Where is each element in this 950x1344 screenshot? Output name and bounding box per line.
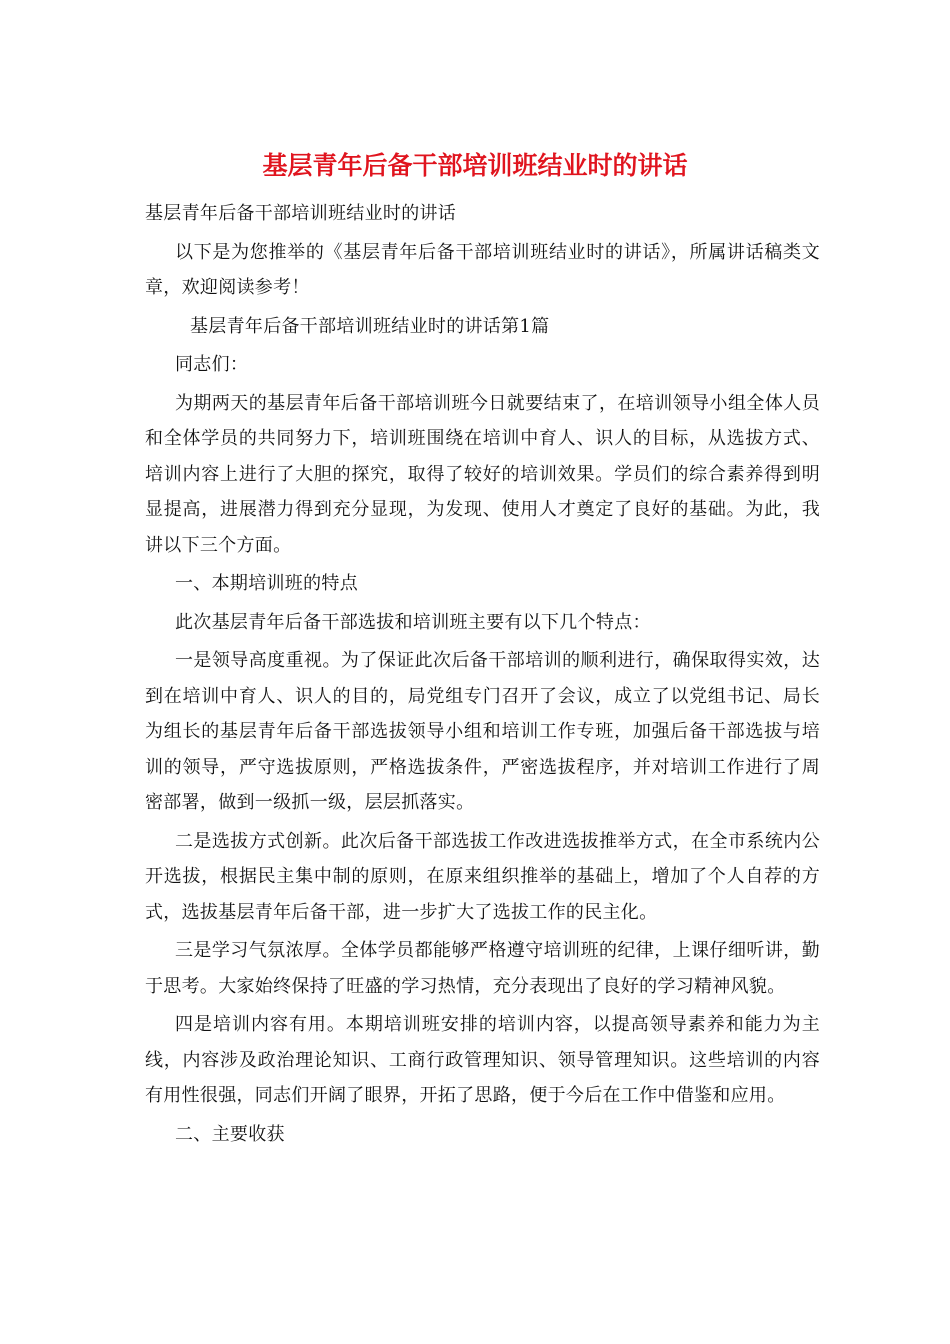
- heading-two: 二、主要收获: [175, 1123, 285, 1145]
- heading-one: 一、本期培训班的特点: [175, 573, 358, 594]
- paragraph: 一是领导高度重视。为了保证此次后备干部培训的顺利进行，确保取得实效，达到在培训中育人、识人的目的，局党组专门召开了会议，成立了以党组书记、局长为组长的基层青年后备干部选拔领导小组和培训工作专班，加强后备干部选拔与培训的领导，严守选拔原则，严格选拔条件，严密选拔程序，并对培训工作进行了周密部署，做到一级抓一级，层层抓落实。: [145, 650, 820, 813]
- paragraph: 三是学习气氛浓厚。全体学员都能够严格遵守培训班的纪律，上课仔细听讲，勤于思考。大家始终保持了旺盛的学习热情，充分表现出了良好的学习精神风貌。: [145, 940, 820, 997]
- paragraph: 为期两天的基层青年后备干部培训班今日就要结束了，在培训领导小组全体人员和全体学员的共同努力下，培训班围绕在培训中育人、识人的目标，从选拔方式、培训内容上进行了大胆的探究，取得了较好的培训效果。学员们的综合素养得到明显提高，进展潜力得到充分显现，为发现、使用人才奠定了良好的基础。为此，我讲以下三个方面。: [145, 392, 820, 556]
- section-title: 基层青年后备干部培训班结业时的讲话第1篇: [190, 315, 550, 337]
- document-subtitle: 基层青年后备干部培训班结业时的讲话: [145, 203, 457, 224]
- document-title: 基层青年后备干部培训班结业时的讲话: [262, 151, 688, 180]
- paragraph: 二是选拔方式创新。此次后备干部选拔工作改进选拔推举方式，在全市系统内公开选拔，根据民主集中制的原则，在原来组织推举的基础上，增加了个人自荐的方式，选拔基层青年后备干部，进一步扩大了选拔工作的民主化。: [145, 830, 820, 923]
- salutation: 同志们：: [175, 354, 249, 375]
- paragraph: 四是培训内容有用。本期培训班安排的培训内容，以提高领导素养和能力为主线，内容涉及政治理论知识、工商行政管理知识、领导管理知识。这些培训的内容有用性很强，同志们开阔了眼界，开拓了思路，便于今后在工作中借鉴和应用。: [145, 1014, 820, 1106]
- intro-paragraph: 以下是为您推举的《基层青年后备干部培训班结业时的讲话》，所属讲话稿类文章，欢迎阅读参考！: [145, 241, 820, 298]
- document-body: [145, 196, 820, 1155]
- paragraph: 此次基层青年后备干部选拔和培训班主要有以下几个特点：: [175, 611, 651, 633]
